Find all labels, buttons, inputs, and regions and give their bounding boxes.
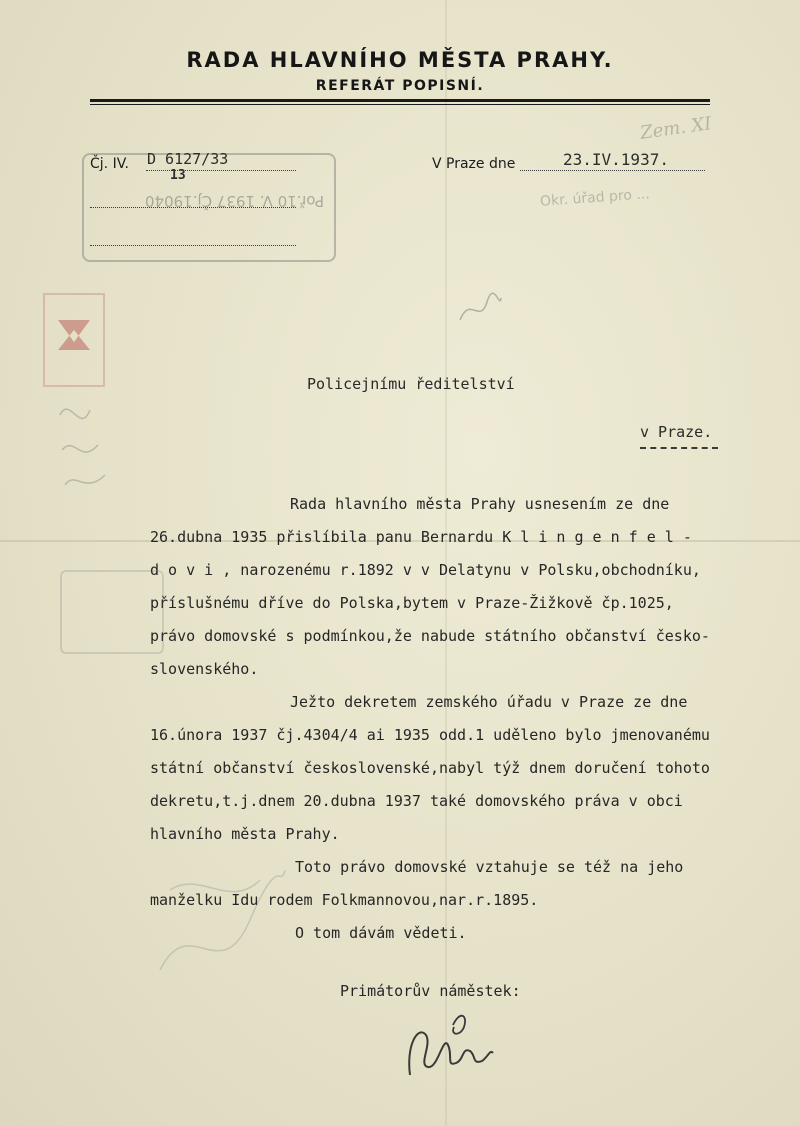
body-line: státní občanství československé,nabyl týž dnem doručení tohoto [150, 759, 710, 777]
body-line: dekretu,t.j.dnem 20.dubna 1937 také domovského práva v obci [150, 792, 683, 810]
red-seal-mark [40, 290, 110, 390]
letterhead-rule-thick [90, 99, 710, 102]
body-line: d o v i , narozenému r.1892 v v Delatynu v Polsku,obchodníku, [150, 561, 701, 579]
reference-line-3 [90, 245, 296, 246]
date-label: V Praze dne [432, 156, 516, 172]
received-stamp-text: Poř.10 V. 1937 Čj.19040 [144, 192, 324, 210]
reference-line-1 [146, 170, 296, 171]
body-line: 26.dubna 1935 přislíbila panu Bernardu K l i n g e n f e l - [150, 528, 692, 546]
date-value: 23.IV.1937. [563, 150, 669, 169]
body-line: hlavního města Prahy. [150, 825, 340, 843]
signature-label: Primátorův náměstek: [340, 982, 521, 1000]
body-line: Ježto dekretem zemského úřadu v Praze ze dne [290, 693, 688, 711]
body-line: slovenského. [150, 660, 259, 678]
margin-handwriting [50, 395, 120, 505]
recipient-underline [640, 447, 718, 449]
body-line: Toto právo domovské vztahuje se též na jeho [295, 858, 684, 876]
letterhead-rule-thin [90, 104, 710, 105]
handwritten-note-top: Zem. XI [638, 113, 713, 144]
faint-handwriting-bleed [150, 850, 290, 1000]
letterhead-title: RADA HLAVNÍHO MĚSTA PRAHY. [186, 48, 614, 72]
body-line: Rada hlavního města Prahy usnesením ze dne [290, 495, 670, 513]
body-line: O tom dávám vědeti. [295, 924, 467, 942]
reference-label: Čj. IV. [90, 156, 129, 172]
letterhead-subtitle: REFERÁT POPISNÍ. [315, 78, 485, 94]
recipient-line-2: v Praze. [640, 423, 713, 441]
faint-stamp-impression [60, 570, 164, 654]
date-line [520, 170, 705, 171]
reference-sub-number: 13 [170, 168, 186, 183]
reference-number: D 6127/33 [147, 150, 229, 168]
body-line: právo domovské s podmínkou,že nabude státního občanství česko- [150, 627, 710, 645]
handwritten-signature [398, 1005, 498, 1085]
handwritten-initial-mark [455, 290, 505, 330]
reference-line-2 [90, 207, 296, 208]
body-line: příslušnému dříve do Polska,bytem v Praze-Žižkově čp.1025, [150, 594, 674, 612]
body-line: manželku Idu rodem Folkmannovou,nar.r.1895. [150, 891, 539, 909]
body-line: 16.února 1937 čj.4304/4 ai 1935 odd.1 uděleno bylo jmenovanému [150, 726, 710, 744]
recipient-line-1: Policejnímu ředitelství [307, 375, 515, 393]
faint-side-stamp: Okr. úřad pro ... [539, 186, 651, 210]
